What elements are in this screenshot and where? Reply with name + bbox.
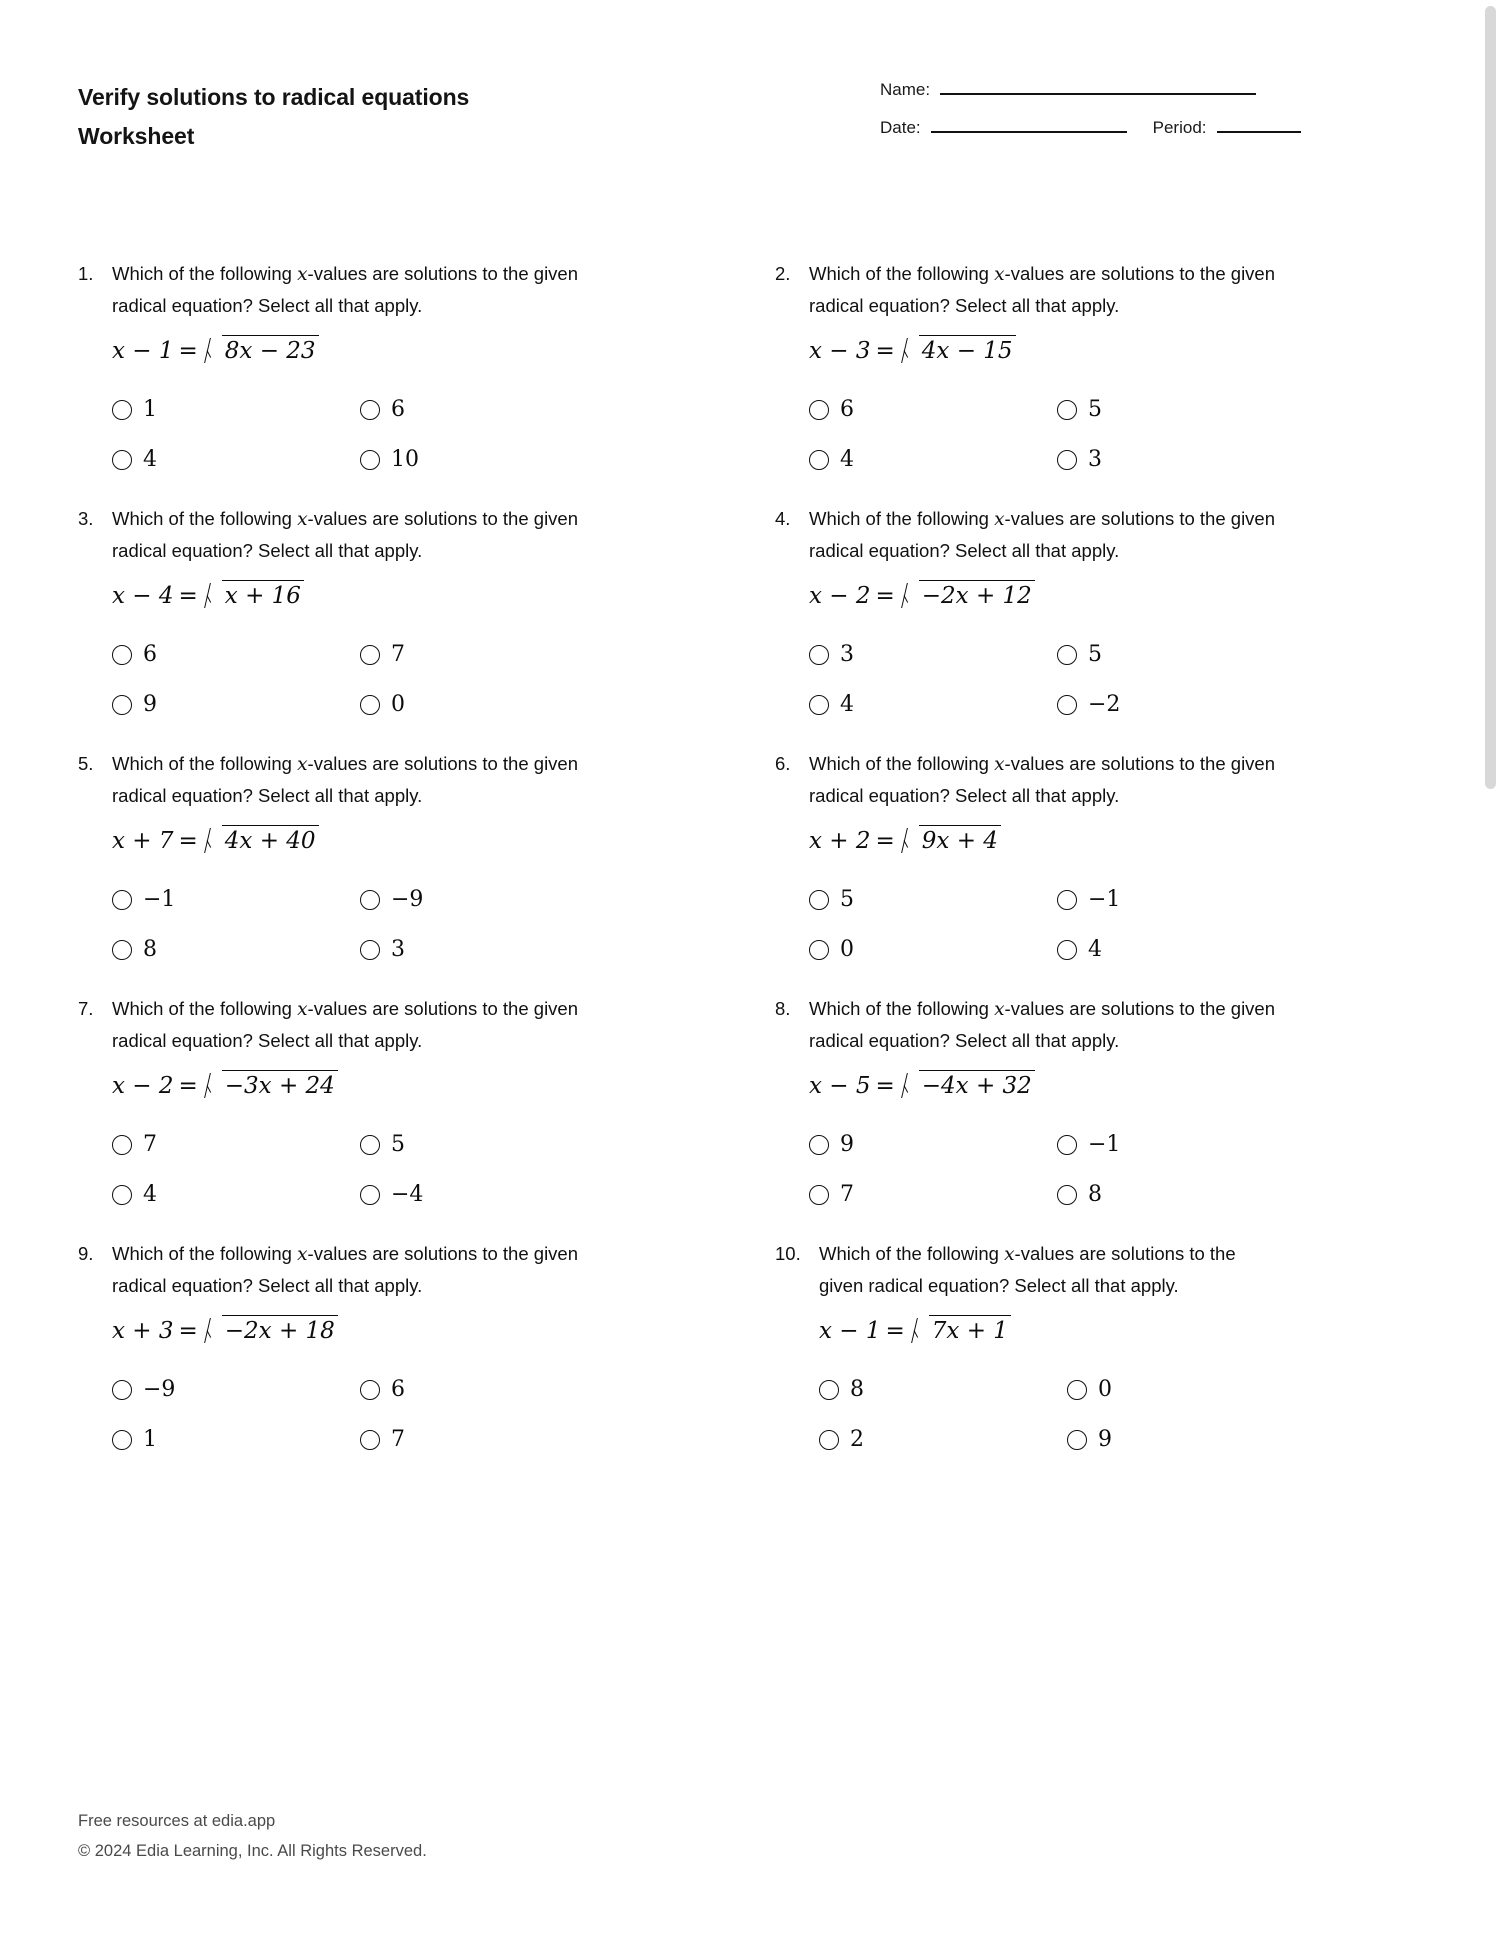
prompt-part-a: Which of the following (809, 753, 995, 774)
option-row (809, 435, 1369, 485)
period-label: Period: (1152, 118, 1207, 137)
option-choice[interactable] (1067, 1429, 1315, 1451)
option-label: 1 (143, 397, 157, 422)
option-row (809, 925, 1369, 975)
equation-lhs: x − 2 (112, 1073, 174, 1099)
question-number: 1. (78, 263, 94, 284)
radio-icon[interactable] (1067, 1430, 1087, 1450)
option-label: 8 (850, 1377, 864, 1402)
radicand: 7x + 1 (929, 1315, 1011, 1344)
prompt-variable: x (297, 509, 308, 530)
radicand: −2x + 12 (919, 580, 1035, 609)
equation-lhs: x + 2 (809, 828, 871, 854)
name-write-line[interactable] (940, 93, 1256, 95)
option-label: 1 (143, 1427, 157, 1452)
option-label: 5 (1088, 397, 1102, 422)
option-label: 0 (840, 937, 854, 962)
title-line-2: Worksheet (78, 123, 195, 149)
equation-lhs: x − 4 (112, 583, 174, 609)
option-label: 4 (143, 1182, 157, 1207)
option-label: 6 (840, 397, 854, 422)
question-4 (775, 503, 1375, 730)
option-label: 7 (143, 1132, 157, 1157)
prompt-part-b: -values are solutions to (1004, 263, 1195, 284)
question-prompt (775, 748, 1375, 811)
radicand: −3x + 24 (222, 1070, 338, 1099)
option-choice[interactable] (1057, 1184, 1305, 1206)
equation-relation: = (885, 1318, 905, 1344)
question-10 (775, 1238, 1375, 1465)
prompt-part-b: -values are solutions to (307, 508, 498, 529)
answer-options (809, 1120, 1369, 1220)
equation-relation: = (178, 1318, 198, 1344)
radicand: 9x + 4 (919, 825, 1001, 854)
prompt-line-2: the given radical equation? Select all that apply. (112, 753, 579, 806)
option-choice[interactable] (1057, 1134, 1305, 1156)
equation-lhs: x − 1 (819, 1318, 881, 1344)
equation-relation: = (875, 583, 895, 609)
option-label: 4 (1088, 937, 1102, 962)
question-6 (775, 748, 1375, 975)
option-label: 7 (840, 1182, 854, 1207)
radio-icon[interactable] (1057, 1185, 1077, 1205)
prompt-variable: x (297, 754, 308, 775)
radical-sign (902, 335, 1016, 364)
option-label: 9 (143, 692, 157, 717)
option-label: 4 (143, 447, 157, 472)
option-label: 9 (840, 1132, 854, 1157)
question-number: 10. (775, 1243, 801, 1264)
prompt-part-a: Which of the following (112, 1243, 298, 1264)
worksheet-header (0, 0, 1460, 200)
prompt-variable: x (994, 999, 1005, 1020)
radical-sign (902, 825, 1001, 854)
option-label: 3 (840, 642, 854, 667)
radicand: x + 16 (222, 580, 304, 609)
question-row (0, 748, 1460, 993)
option-label: 10 (391, 447, 419, 472)
question-number: 5. (78, 753, 94, 774)
name-label: Name: (880, 80, 931, 99)
option-choice[interactable] (809, 1184, 1057, 1206)
prompt-line-2: the given radical equation? Select all that apply. (112, 263, 579, 316)
option-label: −1 (1088, 887, 1121, 912)
prompt-line-2: the given radical equation? Select all that apply. (112, 1243, 579, 1296)
question-row (0, 1238, 1460, 1483)
equation-relation: = (875, 1073, 895, 1099)
equation (809, 825, 1375, 859)
question-row (0, 503, 1460, 748)
option-choice[interactable] (809, 644, 1057, 666)
option-choice[interactable] (1057, 644, 1305, 666)
question-cell (0, 1238, 1236, 1465)
option-row (809, 1170, 1369, 1220)
option-choice[interactable] (1057, 449, 1305, 471)
option-choice[interactable] (809, 449, 1057, 471)
radicand: −2x + 18 (222, 1315, 338, 1344)
prompt-variable: x (994, 264, 1005, 285)
prompt-variable: x (994, 509, 1005, 530)
question-text (809, 993, 1321, 1056)
prompt-line-2: the given radical equation? Select all that apply. (112, 998, 579, 1051)
answer-options (809, 385, 1369, 485)
radio-icon[interactable] (809, 940, 829, 960)
radical-sign (902, 1070, 1035, 1099)
option-choice[interactable] (809, 889, 1057, 911)
answer-options (809, 875, 1369, 975)
period-write-line[interactable] (1217, 131, 1301, 133)
prompt-part-b: -values are solutions to (307, 1243, 498, 1264)
question-number: 6. (775, 753, 791, 774)
question-cell (0, 993, 1276, 1220)
radio-icon[interactable] (1057, 1135, 1077, 1155)
equation-relation: = (178, 828, 198, 854)
question-prompt (775, 1238, 1375, 1301)
option-label: 7 (391, 642, 405, 667)
equation-lhs: x − 3 (809, 338, 871, 364)
prompt-part-a: Which of the following (112, 263, 298, 284)
radio-icon[interactable] (809, 1185, 829, 1205)
radio-icon[interactable] (809, 450, 829, 470)
prompt-line-2: the given radical equation? Select all that apply. (809, 263, 1276, 316)
radicand: 4x + 40 (222, 825, 319, 854)
option-label: 7 (391, 1427, 405, 1452)
prompt-part-b: -values are solutions to (1004, 508, 1195, 529)
answer-options (819, 1365, 1379, 1465)
option-row (819, 1365, 1379, 1415)
option-label: 0 (1098, 1377, 1112, 1402)
question-2 (775, 258, 1375, 485)
answer-options (809, 630, 1369, 730)
option-label: 3 (391, 937, 405, 962)
prompt-line-2: to the given radical equation? Select all that (819, 1243, 1236, 1296)
radio-icon[interactable] (1057, 645, 1077, 665)
equation (809, 335, 1375, 369)
radicand: 8x − 23 (222, 335, 319, 364)
radio-icon[interactable] (1057, 450, 1077, 470)
prompt-part-b: -values are solutions to (307, 263, 498, 284)
option-label: 5 (840, 887, 854, 912)
option-label: −1 (1088, 1132, 1121, 1157)
radical-sign (912, 1315, 1011, 1344)
equation (809, 580, 1375, 614)
option-choice[interactable] (1067, 1379, 1315, 1401)
question-number: 3. (78, 508, 94, 529)
option-label: 4 (840, 692, 854, 717)
question-text (809, 748, 1321, 811)
equation-lhs: x − 1 (112, 338, 174, 364)
option-choice[interactable] (1057, 694, 1305, 716)
prompt-part-a: Which of the following (112, 753, 298, 774)
equation (809, 1070, 1375, 1104)
question-prompt (775, 993, 1375, 1056)
question-number: 9. (78, 1243, 94, 1264)
prompt-part-b: -values are solutions to (307, 998, 498, 1019)
option-label: −9 (391, 887, 424, 912)
date-write-line[interactable] (931, 131, 1127, 133)
prompt-part-b: -values are solutions to (307, 753, 498, 774)
question-prompt (775, 258, 1375, 321)
option-row (819, 1415, 1379, 1465)
prompt-variable: x (297, 1244, 308, 1265)
prompt-part-a: Which of the following (819, 1243, 1005, 1264)
footer-resources-line: Free resources at edia.app (78, 1812, 276, 1830)
option-choice[interactable] (1057, 939, 1305, 961)
option-choice[interactable] (1057, 889, 1305, 911)
question-8 (775, 993, 1375, 1220)
prompt-part-b: -values are solutions to (1004, 998, 1195, 1019)
prompt-line-2: the given radical equation? Select all that apply. (112, 508, 579, 561)
prompt-variable: x (994, 754, 1005, 775)
radio-icon[interactable] (1057, 400, 1077, 420)
page-footer (78, 1806, 427, 1866)
prompt-variable: x (297, 999, 308, 1020)
question-text (819, 1238, 1274, 1301)
question-number: 2. (775, 263, 791, 284)
radio-icon[interactable] (1067, 1380, 1087, 1400)
option-choice[interactable] (809, 694, 1057, 716)
prompt-part-a: Which of the following (809, 508, 995, 529)
prompt-part-b: -values are solutions to (1004, 753, 1195, 774)
option-label: −9 (143, 1377, 176, 1402)
name-row (880, 80, 1410, 118)
equation (819, 1315, 1375, 1349)
prompt-part-b: -values are solutions (1014, 1243, 1185, 1264)
scrollbar-thumb[interactable] (1485, 6, 1496, 789)
date-label: Date: (880, 118, 921, 137)
radicand: 4x − 15 (919, 335, 1016, 364)
option-label: 3 (1088, 447, 1102, 472)
prompt-line-2: the given radical equation? Select all that apply. (809, 998, 1276, 1051)
prompt-line-2: the given radical equation? Select all that apply. (809, 508, 1276, 561)
equation-lhs: x + 7 (112, 828, 174, 854)
radicand: −4x + 32 (919, 1070, 1035, 1099)
option-row (809, 385, 1369, 435)
radio-icon[interactable] (1057, 695, 1077, 715)
option-row (809, 680, 1369, 730)
option-label: −1 (143, 887, 176, 912)
question-number: 4. (775, 508, 791, 529)
option-label: −2 (1088, 692, 1121, 717)
prompt-part-a: Which of the following (112, 998, 298, 1019)
equation-relation: = (875, 828, 895, 854)
equation-relation: = (178, 338, 198, 364)
radio-icon[interactable] (809, 695, 829, 715)
option-label: 8 (143, 937, 157, 962)
title-line-1: Verify solutions to radical equations (78, 84, 470, 110)
date-period-row (880, 118, 1410, 156)
question-cell (0, 503, 1276, 730)
option-label: 6 (391, 1377, 405, 1402)
option-label: 6 (143, 642, 157, 667)
prompt-part-a: Which of the following (809, 998, 995, 1019)
question-row (0, 993, 1460, 1238)
radio-icon[interactable] (1057, 890, 1077, 910)
prompt-part-a: Which of the following (112, 508, 298, 529)
question-text (809, 503, 1321, 566)
option-label: 2 (850, 1427, 864, 1452)
option-choice[interactable] (819, 1379, 1067, 1401)
radical-sign (902, 580, 1035, 609)
radio-icon[interactable] (809, 1135, 829, 1155)
radio-icon[interactable] (809, 645, 829, 665)
question-cell (0, 258, 1276, 485)
question-text (809, 258, 1321, 321)
prompt-variable: x (297, 264, 308, 285)
question-number: 7. (78, 998, 94, 1019)
student-info-block (880, 80, 1410, 156)
option-row (809, 875, 1369, 925)
prompt-variable: x (1004, 1244, 1015, 1265)
question-prompt (775, 503, 1375, 566)
radio-icon[interactable] (1057, 940, 1077, 960)
prompt-line-3: apply. (1130, 1275, 1179, 1296)
option-choice[interactable] (809, 939, 1057, 961)
questions-grid (0, 258, 1460, 1483)
equation-relation: = (178, 583, 198, 609)
equation-lhs: x − 5 (809, 1073, 871, 1099)
radio-icon[interactable] (809, 400, 829, 420)
question-cell (0, 748, 1276, 975)
equation-relation: = (178, 1073, 198, 1099)
option-choice[interactable] (1057, 399, 1305, 421)
option-label: 5 (1088, 642, 1102, 667)
question-number: 8. (775, 998, 791, 1019)
radio-icon[interactable] (809, 890, 829, 910)
equation-lhs: x − 2 (809, 583, 871, 609)
option-label: 0 (391, 692, 405, 717)
option-label: −4 (391, 1182, 424, 1207)
question-row (0, 258, 1460, 503)
option-label: 6 (391, 397, 405, 422)
page-title (78, 78, 469, 156)
option-label: 4 (840, 447, 854, 472)
option-row (809, 1120, 1369, 1170)
option-label: 5 (391, 1132, 405, 1157)
equation-lhs: x + 3 (112, 1318, 174, 1344)
option-choice[interactable] (809, 1134, 1057, 1156)
option-row (809, 630, 1369, 680)
equation-relation: = (875, 338, 895, 364)
radio-icon[interactable] (819, 1380, 839, 1400)
prompt-part-a: Which of the following (809, 263, 995, 284)
radio-icon[interactable] (819, 1430, 839, 1450)
footer-copyright-line: © 2024 Edia Learning, Inc. All Rights Reserved. (78, 1842, 427, 1860)
prompt-line-2: the given radical equation? Select all that apply. (809, 753, 1276, 806)
option-label: 9 (1098, 1427, 1112, 1452)
option-choice[interactable] (809, 399, 1057, 421)
option-label: 8 (1088, 1182, 1102, 1207)
scrollbar-track[interactable] (1482, 0, 1500, 1944)
option-choice[interactable] (819, 1429, 1067, 1451)
